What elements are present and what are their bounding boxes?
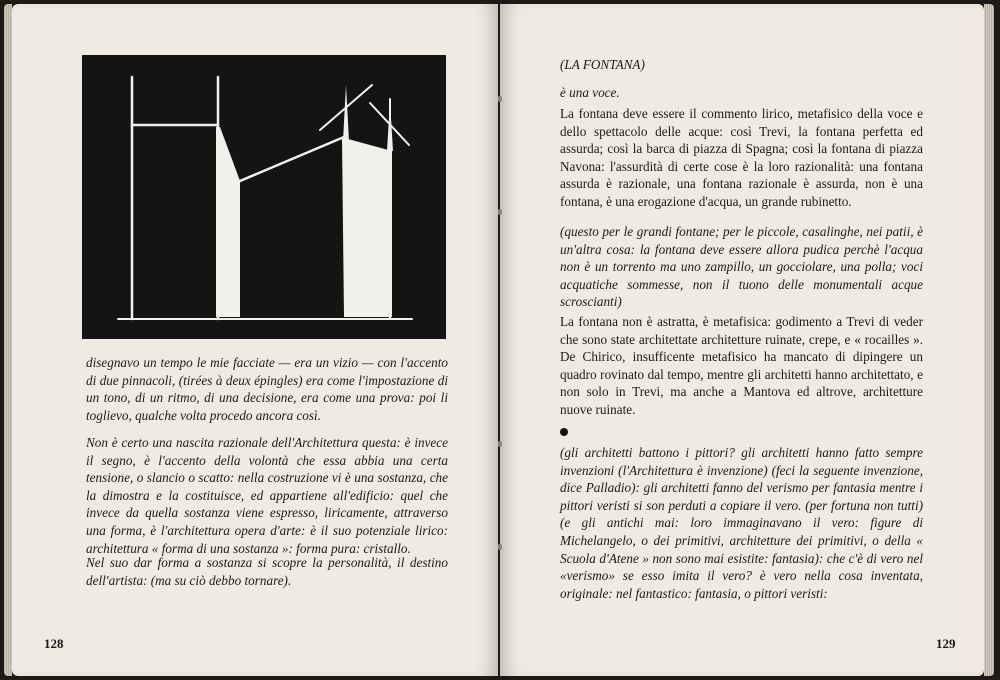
right-paragraph-3-text: La fontana non è astratta, è metafisica: godimento a Trevi di veder che sono state architettate architetture ruinate, crepe, e « rocailles ». De Chirico, insufficente metafisico ha mancato di dipingere un quadro rovinato dal tempo, mentre gli architetti hanno architettato, e non solo in Trevi, ma anche a Mantova ed altrove, architetture nuove ruinate.	[560, 314, 923, 417]
right-paragraph-3	[560, 313, 923, 419]
right-paragraph-4	[560, 444, 923, 602]
left-paragraph-2	[86, 554, 448, 589]
left-page	[12, 4, 498, 676]
figure-caption	[86, 354, 448, 424]
running-head: (LA FONTANA)	[560, 57, 645, 72]
binding-stitch	[498, 96, 502, 102]
pinnacle-facade-drawing	[82, 55, 446, 339]
left-paragraph-1	[86, 434, 448, 557]
right-paragraph-2	[560, 223, 923, 311]
right-paragraph-1-text: La fontana deve essere il commento lirico, metafisico della voce e dello spettacolo delle acque: così Trevi, la fontana perfetta ed assurda; così la barca di piazza di Spagna; così la fontana di piazza Navona: l'assurdità di certe cose è la loro razionalità: una fontana assurda è razionale, una fontana razionale è assurda, non è una fontana, è una erogazione d'acqua, un grande rubinetto.	[560, 106, 923, 209]
right-page	[500, 4, 984, 676]
section-bullet-icon	[560, 428, 568, 436]
page-edge-left	[4, 4, 12, 676]
binding-stitch	[498, 209, 502, 215]
page-edge-right	[984, 4, 994, 676]
page-number-left: 128	[44, 636, 64, 651]
binding-stitch	[498, 544, 502, 550]
facade-line-drawing	[82, 55, 446, 339]
binding-stitch	[498, 441, 502, 447]
page-number-right: 129	[936, 636, 956, 651]
right-paragraph-2-text: (questo per le grandi fontane; per le piccole, casalinghe, nei patii, è un'altra cosa: la fontana deve essere allora pudica perchè l'acqua non è un torrento ma uno zampillo, un gocciolare, una polla; voci acquatiche sommesse, non il tuono delle monumentali acque scroscianti)	[560, 224, 923, 310]
left-paragraph-2-text: Nel suo dar forma a sostanza si scopre la personalità, il destino dell'artista: (ma su ciò debbo tornare).	[86, 555, 448, 588]
right-paragraph-4-text: (gli architetti battono i pittori? gli architetti hanno fatto sempre invenzioni (l'Architettura è invenzione) (feci la seguente invenzione, dice Palladio): gli architetti fanno del verismo per fantasia mentre i pittori veristi si son perduti a copiare il vero. (per fortuna non tutti) (e gli antichi mai: loro immaginavano il vero: figure di Michelangelo, o dei primitivi, architetture dei primitivi, o della « Scuola d'Atene » non sono mai esistite: fantasia): che c'è di vero nel «verismo» se esso imita il vero? è vero nella cosa inventata, originale: nel fantastico: fantasia, o pittori veristi:	[560, 445, 923, 601]
left-paragraph-1-text: Non è certo una nascita razionale dell'Architettura questa: è invece il segno, è l'accento della volontà che essa abbia una certa tensione, o slancio o scatto: nella costruzione vi è una sostanza, che la dimostra e la costituisce, ed appartiene all'edificio: quel che invece da quella sostanza viene espresso, liricamente, attraverso una forma, è l'architettura opera d'arte: è il suo potenziale lirico: architettura « forma di una sostanza »: forma pura: cristallo.	[86, 435, 448, 556]
right-line-1: è una voce.	[560, 85, 620, 100]
caption-text: disegnavo un tempo le mie facciate — era un vizio — con l'accento di due pinnacoli, (tirées à deux épingles) era come l'impostazione di un tono, di un ritmo, di una decisione, era come una prova: poi li toglievo, qualche volta procedo ancora così.	[86, 355, 448, 423]
right-paragraph-1	[560, 105, 923, 211]
